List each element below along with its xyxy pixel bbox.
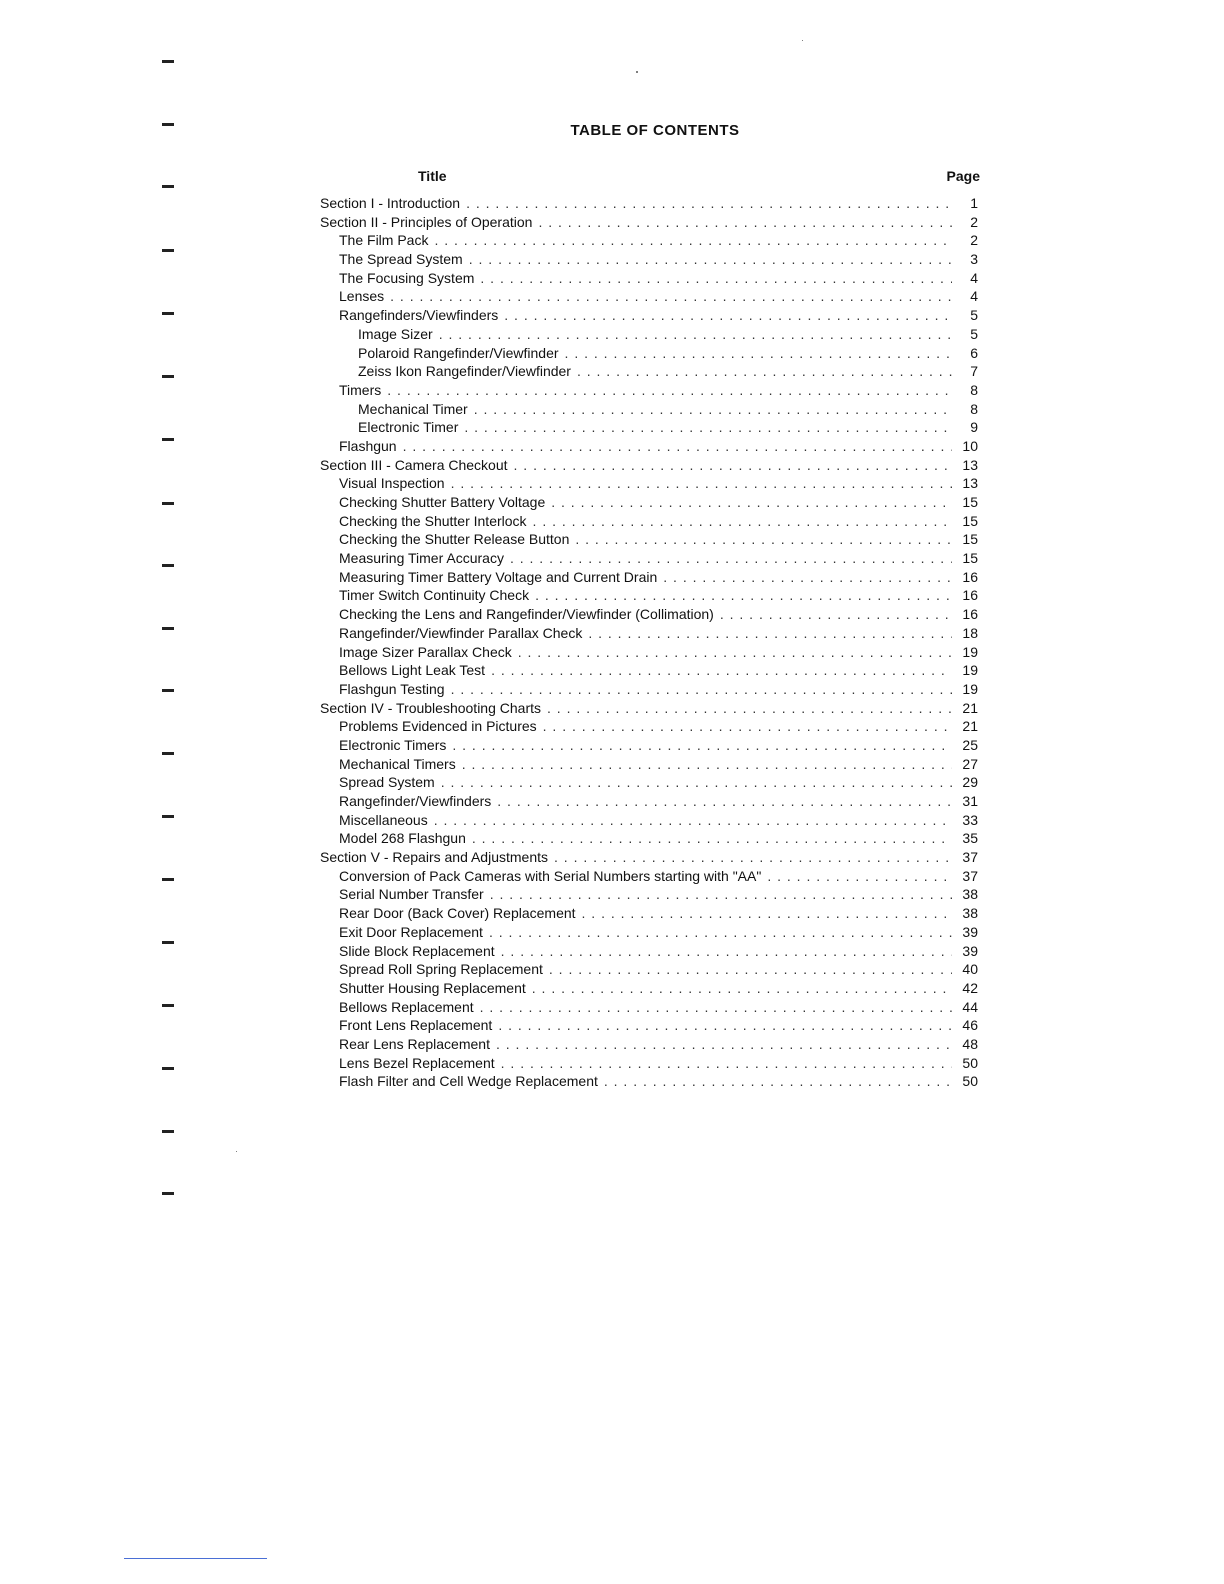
toc-entry-page: 10 (962, 437, 978, 454)
binder-mark (162, 689, 174, 692)
toc-entry-page: 19 (962, 643, 978, 660)
dot-leader (466, 194, 952, 213)
toc-entry-page: 15 (962, 512, 978, 529)
toc-entry[interactable] (320, 231, 978, 250)
dot-leader (554, 848, 952, 867)
toc-entry-page: 8 (970, 400, 978, 417)
toc-entry[interactable] (320, 213, 978, 232)
toc-entry[interactable] (320, 381, 978, 400)
toc-entry-title: The Film Pack (339, 232, 429, 249)
toc-entry-page: 38 (962, 905, 978, 922)
toc-entry-page: 2 (970, 213, 978, 230)
toc-entry-page: 37 (962, 849, 978, 866)
toc-entry-page: 9 (970, 419, 978, 436)
toc-entry[interactable] (320, 437, 978, 456)
toc-entry-page: 38 (962, 886, 978, 903)
toc-entry-page: 13 (962, 475, 978, 492)
dot-leader (489, 923, 952, 942)
toc-entry-page: 40 (962, 961, 978, 978)
toc-entry-title: Flashgun Testing (339, 680, 445, 697)
binder-mark (162, 438, 174, 441)
binder-mark (162, 941, 174, 944)
toc-entry-title: Checking the Shutter Interlock (339, 512, 527, 529)
scan-speck (236, 1151, 237, 1152)
toc-entry[interactable] (320, 1035, 978, 1054)
dot-leader (403, 437, 952, 456)
dot-leader (469, 250, 952, 269)
toc-entry-title: Flash Filter and Cell Wedge Replacement (339, 1073, 598, 1090)
toc-entry[interactable] (320, 699, 978, 718)
binder-mark (162, 249, 174, 252)
binder-mark (162, 564, 174, 567)
toc-entry[interactable] (320, 885, 978, 904)
toc-entry[interactable] (320, 717, 978, 736)
toc-entry-page: 42 (962, 979, 978, 996)
toc-entry[interactable] (320, 250, 978, 269)
toc-entry-page: 3 (970, 251, 978, 268)
toc-entry-page: 35 (962, 830, 978, 847)
toc-entry[interactable] (320, 1016, 978, 1035)
toc-entry[interactable] (320, 605, 978, 624)
column-header-title: Title (418, 168, 447, 184)
toc-entry-title: Model 268 Flashgun (339, 830, 466, 847)
toc-entry-page: 18 (962, 624, 978, 641)
toc-entry-title: Serial Number Transfer (339, 886, 484, 903)
toc-entry-page: 21 (962, 699, 978, 716)
toc-entry[interactable] (320, 848, 978, 867)
toc-entry-title: Mechanical Timers (339, 755, 456, 772)
dot-leader (514, 456, 952, 475)
dot-leader (547, 699, 952, 718)
column-header-page: Page (946, 168, 980, 184)
toc-entry-page: 50 (962, 1073, 978, 1090)
toc-entry[interactable] (320, 661, 978, 680)
toc-entry[interactable] (320, 287, 978, 306)
dot-leader (575, 530, 952, 549)
toc-entry[interactable] (320, 643, 978, 662)
dot-leader (462, 755, 952, 774)
toc-entry-title: Image Sizer (358, 325, 433, 342)
dot-leader (439, 325, 952, 344)
toc-entry-page: 37 (962, 867, 978, 884)
dot-leader (565, 344, 952, 363)
dot-leader (390, 287, 952, 306)
toc-entry[interactable] (320, 269, 978, 288)
toc-entry-title: Bellows Replacement (339, 998, 474, 1015)
toc-entry-page: 4 (970, 269, 978, 286)
toc-entry[interactable] (320, 400, 978, 419)
toc-entry[interactable] (320, 1054, 978, 1073)
dot-leader (501, 1054, 952, 1073)
toc-entry-page: 4 (970, 288, 978, 305)
toc-entry-page: 5 (970, 325, 978, 342)
toc-entry-page: 5 (970, 307, 978, 324)
toc-entry-title: Spread Roll Spring Replacement (339, 961, 543, 978)
dot-leader (663, 568, 952, 587)
toc-entry-title: Checking the Lens and Rangefinder/Viewfinder (Collimation) (339, 606, 714, 623)
dot-leader (434, 811, 952, 830)
toc-entry-title: Flashgun (339, 437, 397, 454)
toc-entry[interactable] (320, 194, 978, 213)
toc-entry-title: Polaroid Rangefinder/Viewfinder (358, 344, 559, 361)
dot-leader (464, 418, 952, 437)
dot-leader (510, 549, 952, 568)
dot-leader (452, 736, 952, 755)
page-title: TABLE OF CONTENTS (570, 122, 740, 139)
binder-mark (162, 878, 174, 881)
toc-entry-page: 48 (962, 1035, 978, 1052)
toc-entry-title: Section I - Introduction (320, 195, 461, 211)
toc-entry[interactable] (320, 325, 978, 344)
toc-entry-title: Timers (339, 381, 382, 398)
toc-entry-title: Section V - Repairs and Adjustments (320, 849, 549, 866)
dot-leader (434, 231, 952, 250)
toc-entry-title: Exit Door Replacement (339, 923, 483, 940)
toc-entry-page: 8 (970, 381, 978, 398)
toc-entry-title: Problems Evidenced in Pictures (339, 718, 537, 735)
binder-mark (162, 815, 174, 818)
toc-entry[interactable] (320, 568, 978, 587)
toc-entry-title: Rangefinders/Viewfinders (339, 307, 499, 324)
dot-leader (504, 306, 952, 325)
dot-leader (451, 474, 952, 493)
toc-entry-page: 13 (962, 456, 978, 473)
binder-mark (162, 60, 174, 63)
toc-entry[interactable] (320, 736, 978, 755)
dot-leader (518, 643, 952, 662)
toc-entry[interactable] (320, 680, 978, 699)
dot-leader (491, 661, 952, 680)
binder-mark (162, 312, 174, 315)
toc-entry[interactable] (320, 456, 978, 475)
toc-entry-title: Spread System (339, 774, 435, 791)
dot-leader (533, 512, 952, 531)
toc-entry-page: 29 (962, 774, 978, 791)
toc-entry[interactable] (320, 811, 978, 830)
dot-leader (490, 885, 952, 904)
toc-entry[interactable] (320, 829, 978, 848)
toc-entry[interactable] (320, 998, 978, 1017)
binder-mark (162, 375, 174, 378)
toc-entry-page: 6 (970, 344, 978, 361)
binder-mark (162, 185, 174, 188)
dot-leader (472, 829, 952, 848)
toc-entry[interactable] (320, 979, 978, 998)
binder-mark (162, 1067, 174, 1070)
dot-leader (387, 381, 952, 400)
dot-leader (720, 605, 952, 624)
toc-entry-title: The Spread System (339, 251, 463, 268)
binder-mark (162, 1004, 174, 1007)
toc-entry-page: 16 (962, 568, 978, 585)
toc-entry-page: 39 (962, 942, 978, 959)
scan-speck (636, 71, 638, 73)
dot-leader (480, 998, 952, 1017)
toc-entry-page: 16 (962, 587, 978, 604)
toc-entry-page: 19 (962, 680, 978, 697)
dot-leader (474, 400, 952, 419)
toc-entry[interactable] (320, 362, 978, 381)
toc-entry[interactable] (320, 1072, 978, 1091)
toc-entry[interactable] (320, 792, 978, 811)
toc-entry-page: 44 (962, 998, 978, 1015)
toc-entry-page: 31 (962, 793, 978, 809)
dot-leader (577, 362, 952, 381)
toc-entry[interactable] (320, 755, 978, 774)
toc-entry-title: Section II - Principles of Operation (320, 213, 533, 230)
toc-entry[interactable] (320, 867, 978, 886)
toc-entry-title: The Focusing System (339, 269, 475, 286)
toc-entry[interactable] (320, 418, 978, 437)
toc-entry-title: Zeiss Ikon Rangefinder/Viewfinder (358, 363, 571, 380)
toc-entry[interactable] (320, 493, 978, 512)
toc-entry-page: 1 (970, 195, 978, 211)
table-of-contents (320, 194, 978, 1091)
toc-entry-page: 50 (962, 1054, 978, 1071)
toc-entry-page: 21 (962, 718, 978, 735)
toc-entry-title: Miscellaneous (339, 811, 428, 828)
toc-entry-title: Checking the Shutter Release Button (339, 531, 570, 548)
toc-entry-title: Conversion of Pack Cameras with Serial Numbers starting with "AA" (339, 867, 762, 884)
dot-leader (497, 792, 952, 811)
toc-entry-page: 46 (962, 1017, 978, 1034)
toc-entry[interactable] (320, 960, 978, 979)
toc-entry[interactable] (320, 923, 978, 942)
toc-entry[interactable] (320, 942, 978, 961)
dot-leader (767, 867, 952, 886)
dot-leader (549, 960, 952, 979)
toc-entry-page: 15 (962, 550, 978, 567)
dot-leader (532, 979, 952, 998)
toc-entry[interactable] (320, 904, 978, 923)
dot-leader (498, 1016, 952, 1035)
toc-entry-title: Rear Lens Replacement (339, 1035, 490, 1052)
toc-entry-page: 7 (970, 363, 978, 380)
toc-entry-title: Electronic Timers (339, 736, 447, 753)
dot-leader (538, 213, 952, 232)
toc-entry-title: Rangefinder/Viewfinders (339, 793, 492, 809)
toc-entry-page: 25 (962, 736, 978, 753)
toc-entry[interactable] (320, 773, 978, 792)
toc-entry-title: Measuring Timer Battery Voltage and Current Drain (339, 568, 658, 585)
toc-entry-page: 2 (970, 232, 978, 249)
binder-mark (162, 627, 174, 630)
binder-mark (162, 1192, 174, 1195)
toc-entry-title: Timer Switch Continuity Check (339, 587, 530, 604)
toc-entry[interactable] (320, 306, 978, 325)
toc-entry-page: 15 (962, 494, 978, 510)
toc-entry[interactable] (320, 344, 978, 363)
toc-entry-page: 27 (962, 755, 978, 772)
toc-entry[interactable] (320, 586, 978, 605)
toc-entry-title: Section III - Camera Checkout (320, 456, 508, 473)
toc-entry-title: Measuring Timer Accuracy (339, 550, 504, 567)
dot-leader (441, 773, 952, 792)
toc-entry[interactable] (320, 512, 978, 531)
dot-leader (451, 680, 952, 699)
toc-entry-page: 19 (962, 662, 978, 679)
toc-entry-page: 33 (962, 811, 978, 828)
toc-entry-title: Rear Door (Back Cover) Replacement (339, 905, 576, 922)
toc-entry-title: Section IV - Troubleshooting Charts (320, 699, 542, 716)
toc-entry[interactable] (320, 474, 978, 493)
toc-entry-title: Checking Shutter Battery Voltage (339, 494, 546, 510)
toc-entry-page: 39 (962, 923, 978, 940)
toc-entry-page: 15 (962, 531, 978, 548)
scan-speck (802, 40, 803, 41)
dot-leader (543, 717, 952, 736)
dot-leader (604, 1072, 952, 1091)
toc-entry-title: Lenses (339, 288, 385, 305)
toc-entry[interactable] (320, 549, 978, 568)
toc-entry-title: Lens Bezel Replacement (339, 1054, 495, 1071)
dot-leader (588, 624, 952, 643)
toc-entry-title: Slide Block Replacement (339, 942, 495, 959)
toc-entry-title: Mechanical Timer (358, 400, 468, 417)
toc-entry-title: Visual Inspection (339, 475, 445, 492)
binder-mark (162, 502, 174, 505)
toc-entry-title: Rangefinder/Viewfinder Parallax Check (339, 624, 583, 641)
toc-entry[interactable] (320, 530, 978, 549)
dot-leader (582, 904, 952, 923)
toc-entry[interactable] (320, 624, 978, 643)
binder-mark (162, 752, 174, 755)
toc-entry-title: Image Sizer Parallax Check (339, 643, 512, 660)
dot-leader (496, 1035, 952, 1054)
dot-leader (480, 269, 952, 288)
footer-rule (124, 1558, 267, 1559)
binder-mark (162, 1130, 174, 1133)
toc-entry-title: Bellows Light Leak Test (339, 662, 486, 679)
dot-leader (501, 942, 952, 961)
toc-entry-page: 16 (962, 606, 978, 623)
toc-entry-title: Electronic Timer (358, 419, 459, 436)
toc-entry-title: Shutter Housing Replacement (339, 979, 526, 996)
toc-entry-title: Front Lens Replacement (339, 1017, 493, 1034)
dot-leader (551, 493, 952, 512)
dot-leader (535, 586, 952, 605)
